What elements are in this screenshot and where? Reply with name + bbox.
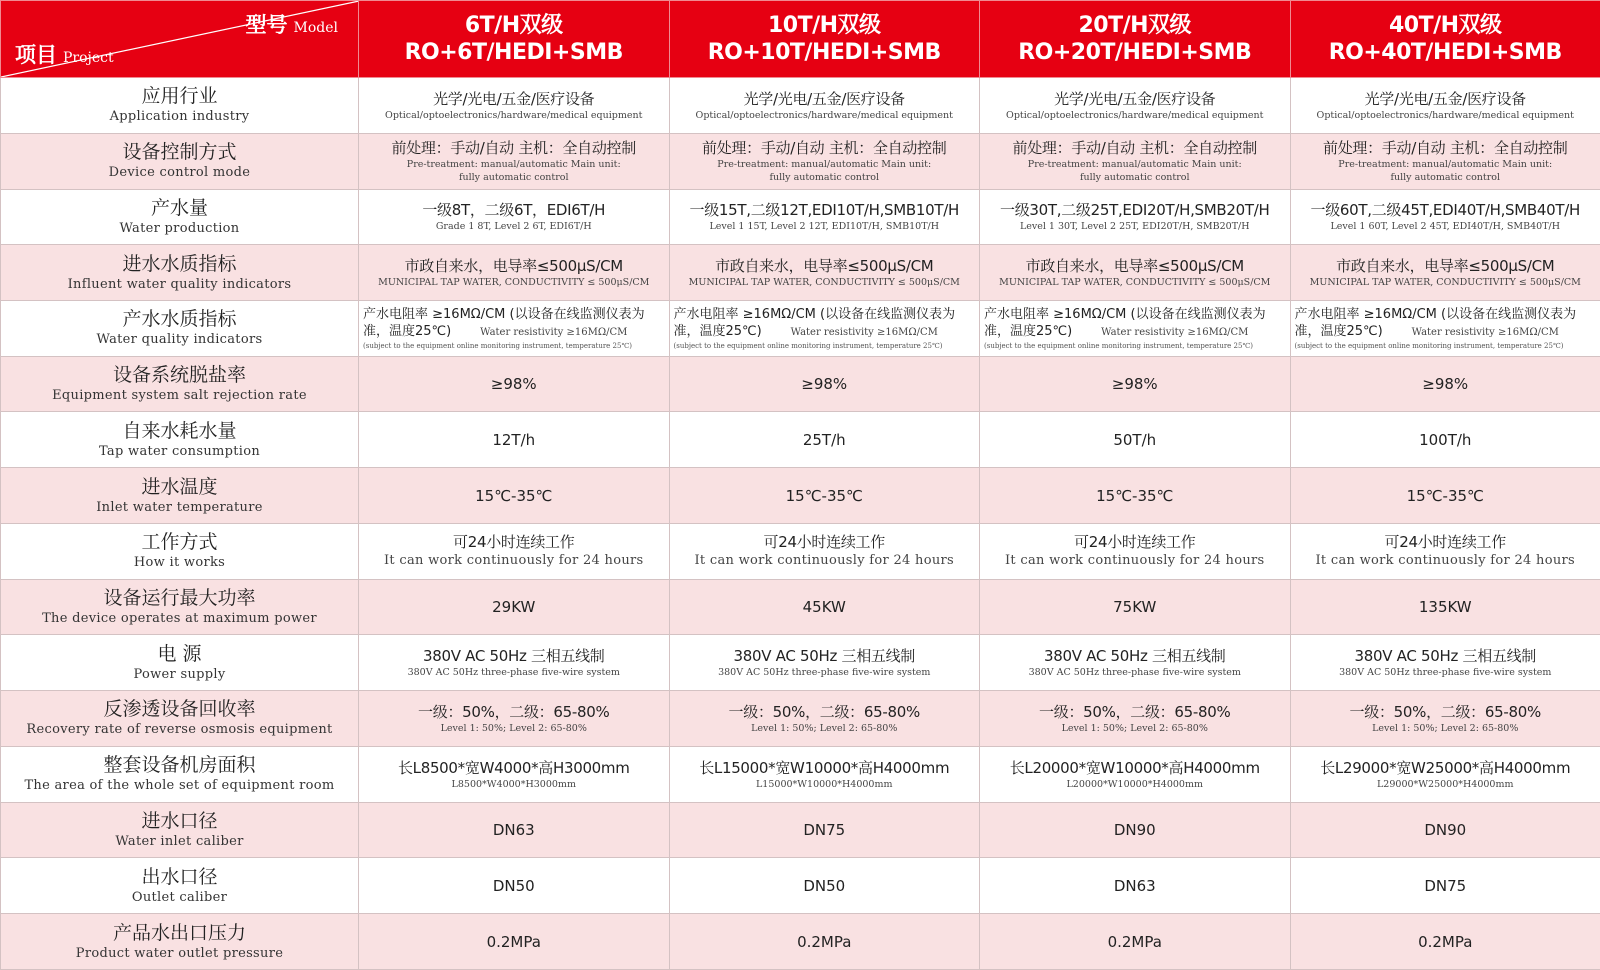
value-cell — [1290, 802, 1600, 858]
value-zh: 一级：50%，二级：65-80% — [418, 702, 610, 721]
value-zh: 一级15T,二级12T,EDI10T/H,SMB10T/H — [689, 201, 959, 220]
value-en: Optical/optoelectronics/hardware/medical equipment — [695, 109, 953, 121]
value-zh: 380V AC 50Hz 三相五线制 — [733, 647, 915, 666]
value-cell — [1290, 579, 1600, 635]
row-equipment-room-area — [1, 746, 1600, 802]
value-zh: 可24小时连续工作 — [1384, 533, 1506, 552]
model-name-line2: RO+40T/HEDI+SMB — [1328, 40, 1562, 66]
value-zh: 可24小时连续工作 — [1074, 533, 1196, 552]
row-label-en: Influent water quality indicators — [67, 276, 292, 292]
value-cell — [1290, 356, 1600, 412]
row-salt-rejection-rate — [1, 356, 1600, 412]
project-heading-zh: 项目 — [15, 43, 57, 68]
project-heading — [15, 39, 114, 69]
value-zh: 可24小时连续工作 — [453, 533, 575, 552]
model-name-line2: RO+6T/HEDI+SMB — [404, 40, 623, 66]
row-power-supply — [1, 635, 1600, 691]
value-en-line2: fully automatic control — [1390, 172, 1501, 184]
value-text: ≥98% — [1111, 375, 1158, 394]
value-zh: 一级8T，二级6T，EDI6T/H — [422, 201, 606, 220]
row-label — [1, 356, 359, 412]
row-label — [1, 914, 359, 970]
row-label — [1, 300, 359, 356]
row-label-en: The area of the whole set of equipment room — [24, 778, 335, 794]
value-en: 380V AC 50Hz three-phase five-wire system — [718, 667, 931, 679]
row-label-en: Recovery rate of reverse osmosis equipment — [26, 722, 333, 738]
value-cell — [359, 802, 670, 858]
value-text: ≥98% — [490, 375, 537, 394]
row-label-en: Application industry — [109, 109, 250, 125]
row-label-en: Tap water consumption — [98, 443, 261, 459]
value-zh: 380V AC 50Hz 三相五线制 — [422, 647, 605, 666]
value-en: 380V AC 50Hz three-phase five-wire system — [1028, 667, 1241, 679]
value-zh: 市政自来水，电导率≤500μS/CM — [404, 257, 623, 276]
value-cell — [359, 523, 670, 579]
value-zh: 市政自来水，电导率≤500μS/CM — [715, 257, 934, 276]
value-en: L8500*W4000*H3000mm — [451, 778, 576, 790]
value-cell — [359, 746, 670, 802]
row-maximum-power — [1, 579, 1600, 635]
value-en: MUNICIPAL TAP WATER, CONDUCTIVITY ≤ 500μS/CM — [1309, 277, 1581, 289]
value-cell — [669, 356, 980, 412]
value-zh: 一级60T,二级45T,EDI40T/H,SMB40T/H — [1310, 201, 1580, 220]
value-en: Level 1 60T, Level 2 45T, EDI40T/H, SMB40T/H — [1330, 221, 1561, 233]
value-cell — [1290, 858, 1600, 914]
header-row — [1, 1, 1600, 78]
row-label — [1, 635, 359, 691]
value-en: Grade 1 8T, Level 2 6T, EDI6T/H — [435, 221, 592, 233]
value-cell — [669, 802, 980, 858]
value-cell — [359, 300, 670, 356]
value-zh: 380V AC 50Hz 三相五线制 — [1043, 647, 1226, 666]
value-text: 0.2MPa — [486, 932, 541, 951]
value-text: 15℃-35℃ — [1406, 486, 1484, 505]
model-heading — [246, 9, 339, 39]
value-en: Level 1: 50%; Level 2: 65-80% — [1061, 722, 1208, 734]
quality-note: (subject to the equipment online monitoring instrument, temperature 25℃) — [1294, 341, 1564, 350]
value-text: ≥98% — [1422, 375, 1469, 394]
value-cell — [980, 133, 1291, 189]
value-cell — [1290, 133, 1600, 189]
row-label-en: How it works — [133, 555, 226, 571]
value-cell — [669, 523, 980, 579]
value-en-line2: fully automatic control — [458, 172, 569, 184]
row-inlet-water-temperature — [1, 468, 1600, 524]
row-label-zh: 整套设备机房面积 — [103, 754, 256, 777]
row-water-production — [1, 189, 1600, 245]
quality-en: Water resistivity ≥16MΩ/CM — [1101, 326, 1249, 338]
value-text: DN50 — [492, 876, 535, 895]
value-cell — [359, 189, 670, 245]
row-label — [1, 523, 359, 579]
value-cell — [669, 746, 980, 802]
value-cell — [359, 691, 670, 747]
value-text: 15℃-35℃ — [1096, 486, 1174, 505]
quality-zh-line2 — [1295, 323, 1597, 341]
row-label-zh: 产水量 — [150, 196, 208, 219]
row-label-en: Inlet water temperature — [96, 499, 263, 515]
row-label-en: Product water outlet pressure — [75, 945, 284, 961]
model-heading-en: Model — [293, 20, 338, 36]
value-cell — [980, 245, 1291, 301]
value-en: L15000*W10000*H4000mm — [756, 778, 893, 790]
value-zh: 长L20000*宽W10000*高H4000mm — [1009, 758, 1260, 777]
row-application-industry — [1, 78, 1600, 134]
value-cell — [980, 356, 1291, 412]
value-zh: 一级30T,二级25T,EDI20T/H,SMB20T/H — [1000, 201, 1270, 220]
value-cell — [359, 914, 670, 970]
value-cell — [1290, 746, 1600, 802]
row-label-zh: 进水口径 — [141, 809, 218, 832]
value-cell — [669, 468, 980, 524]
row-outlet-caliber — [1, 858, 1600, 914]
value-en-line1: Pre-treatment: manual/automatic Main unit: — [717, 159, 932, 171]
model-header-cell — [669, 1, 980, 78]
value-zh: 一级：50%，二级：65-80% — [728, 702, 920, 721]
row-label-zh: 进水温度 — [141, 475, 218, 498]
value-cell — [980, 523, 1291, 579]
value-text: 15℃-35℃ — [785, 486, 863, 505]
value-en: Optical/optoelectronics/hardware/medical equipment — [1006, 109, 1264, 121]
value-en: It can work continuously for 24 hours — [1315, 553, 1576, 569]
model-name-line2: RO+10T/HEDI+SMB — [707, 40, 941, 66]
quality-en: Water resistivity ≥16MΩ/CM — [790, 326, 938, 338]
value-zh: 前处理：手动/自动 主机：全自动控制 — [702, 139, 947, 158]
row-label — [1, 78, 359, 134]
model-header-cell — [1290, 1, 1600, 78]
value-en-line2: fully automatic control — [1079, 172, 1190, 184]
row-label — [1, 189, 359, 245]
value-cell — [980, 579, 1291, 635]
value-en: Level 1 30T, Level 2 25T, EDI20T/H, SMB20T/H — [1019, 221, 1250, 233]
value-cell — [980, 300, 1291, 356]
value-text: DN50 — [803, 876, 846, 895]
value-cell — [1290, 523, 1600, 579]
quality-zh-line1: 产水电阻率 ≥16MΩ/CM (以设备在线监测仪表为 — [363, 306, 645, 322]
row-recovery-rate — [1, 691, 1600, 747]
value-text: 25T/h — [802, 430, 846, 449]
row-label-en: Water production — [119, 220, 240, 236]
value-cell — [669, 300, 980, 356]
model-header-cell — [359, 1, 670, 78]
value-en-line1: Pre-treatment: manual/automatic Main unit: — [1027, 159, 1242, 171]
value-zh: 前处理：手动/自动 主机：全自动控制 — [1323, 139, 1568, 158]
value-cell — [980, 691, 1291, 747]
quality-note: (subject to the equipment online monitoring instrument, temperature 25℃) — [363, 341, 633, 350]
header-corner-cell — [1, 1, 359, 78]
value-text: 135KW — [1418, 598, 1472, 616]
row-label-zh: 产品水出口压力 — [112, 921, 246, 944]
value-text: 15℃-35℃ — [475, 486, 553, 505]
value-cell — [359, 468, 670, 524]
value-cell — [1290, 300, 1600, 356]
value-cell — [980, 802, 1291, 858]
value-text: DN63 — [1113, 876, 1156, 895]
value-en-line1: Pre-treatment: manual/automatic Main unit: — [1338, 159, 1553, 171]
value-cell — [1290, 78, 1600, 134]
quality-zh-line2 — [984, 323, 1286, 341]
value-cell — [359, 412, 670, 468]
quality-zh-temp: 准，温度25℃) — [363, 323, 452, 339]
value-zh: 一级：50%，二级：65-80% — [1039, 702, 1231, 721]
model-heading-zh: 型号 — [245, 13, 288, 37]
row-label — [1, 691, 359, 747]
value-en: 380V AC 50Hz three-phase five-wire system — [1339, 667, 1552, 679]
value-cell — [359, 579, 670, 635]
value-zh: 前处理：手动/自动 主机：全自动控制 — [391, 139, 636, 158]
value-cell — [359, 78, 670, 134]
value-en: L29000*W25000*H4000mm — [1377, 778, 1514, 790]
value-en: It can work continuously for 24 hours — [1004, 553, 1265, 569]
row-how-it-works — [1, 523, 1600, 579]
row-label-zh: 产水水质指标 — [122, 308, 237, 331]
value-en-line1: Pre-treatment: manual/automatic Main unit: — [406, 159, 621, 171]
value-text: 50T/h — [1113, 430, 1157, 449]
value-en: Level 1: 50%; Level 2: 65-80% — [751, 722, 898, 734]
value-text: 0.2MPa — [1418, 932, 1473, 951]
row-label-zh: 设备系统脱盐率 — [112, 364, 246, 387]
row-label — [1, 245, 359, 301]
quality-zh-temp: 准，温度25℃) — [1294, 323, 1383, 339]
value-cell — [359, 356, 670, 412]
quality-zh-line2 — [363, 323, 665, 341]
value-en: 380V AC 50Hz three-phase five-wire system — [407, 667, 620, 679]
value-zh: 380V AC 50Hz 三相五线制 — [1354, 647, 1536, 666]
value-cell — [980, 468, 1291, 524]
quality-note: (subject to the equipment online monitoring instrument, temperature 25℃) — [673, 341, 943, 350]
row-label-en: Equipment system salt rejection rate — [52, 388, 307, 404]
quality-zh-line1: 产水电阻率 ≥16MΩ/CM (以设备在线监测仪表为 — [673, 306, 956, 322]
value-cell — [669, 412, 980, 468]
value-text: 29KW — [492, 598, 536, 616]
model-name-line1: 20T/H双级 — [1078, 13, 1192, 39]
row-label-zh: 反渗透设备回收率 — [103, 698, 256, 721]
value-cell — [980, 78, 1291, 134]
model-header-cell — [980, 1, 1291, 78]
value-text: DN75 — [803, 820, 846, 839]
row-label — [1, 746, 359, 802]
value-text: ≥98% — [801, 375, 848, 394]
value-zh: 光学/光电/五金/医疗设备 — [743, 89, 905, 108]
value-cell — [359, 635, 670, 691]
value-cell — [1290, 914, 1600, 970]
value-cell — [669, 78, 980, 134]
model-name-line1: 10T/H双级 — [767, 13, 881, 39]
value-text: 100T/h — [1419, 430, 1472, 449]
value-text: DN75 — [1424, 876, 1467, 895]
value-cell — [980, 914, 1291, 970]
value-cell — [669, 189, 980, 245]
value-text: 0.2MPa — [797, 932, 852, 951]
value-cell — [359, 133, 670, 189]
value-text: 12T/h — [492, 430, 536, 449]
value-cell — [980, 858, 1291, 914]
value-cell — [359, 245, 670, 301]
value-en: L20000*W10000*H4000mm — [1066, 778, 1203, 790]
row-label — [1, 802, 359, 858]
value-en: Optical/optoelectronics/hardware/medical equipment — [385, 109, 643, 121]
value-en: Level 1 15T, Level 2 12T, EDI10T/H, SMB10T/H — [709, 221, 940, 233]
row-label-zh: 设备控制方式 — [122, 141, 237, 164]
value-cell — [669, 245, 980, 301]
row-water-inlet-caliber — [1, 802, 1600, 858]
value-en: Optical/optoelectronics/hardware/medical equipment — [1316, 109, 1574, 121]
quality-note: (subject to the equipment online monitoring instrument, temperature 25℃) — [984, 341, 1254, 350]
quality-zh-temp: 准，温度25℃) — [673, 323, 762, 339]
value-zh: 光学/光电/五金/医疗设备 — [1054, 89, 1216, 108]
quality-zh-temp: 准，温度25℃) — [984, 323, 1073, 339]
row-label-zh: 设备运行最大功率 — [103, 587, 256, 609]
row-label-zh: 电 源 — [157, 642, 202, 665]
project-heading-en: Project — [63, 50, 114, 67]
row-label-zh: 进水水质指标 — [122, 252, 237, 275]
value-text: DN63 — [492, 820, 535, 839]
row-label — [1, 133, 359, 189]
value-cell — [980, 412, 1291, 468]
row-tap-water-consumption — [1, 412, 1600, 468]
value-cell — [1290, 189, 1600, 245]
row-influent-water-quality — [1, 245, 1600, 301]
model-name-line1: 6T/H双级 — [464, 13, 563, 39]
quality-en: Water resistivity ≥16MΩ/CM — [1411, 326, 1559, 338]
quality-zh-line1: 产水电阻率 ≥16MΩ/CM (以设备在线监测仪表为 — [1294, 306, 1577, 322]
value-en: MUNICIPAL TAP WATER, CONDUCTIVITY ≤ 500μS/CM — [378, 277, 650, 289]
row-label — [1, 579, 359, 635]
value-cell — [980, 635, 1291, 691]
value-text: DN90 — [1424, 820, 1467, 839]
row-label-zh: 自来水耗水量 — [122, 419, 237, 442]
value-en: It can work continuously for 24 hours — [383, 553, 644, 569]
row-label-zh: 应用行业 — [141, 85, 218, 108]
value-cell — [359, 858, 670, 914]
row-water-quality-indicators — [1, 300, 1600, 356]
value-cell — [669, 635, 980, 691]
value-cell — [980, 189, 1291, 245]
value-zh: 光学/光电/五金/医疗设备 — [433, 89, 595, 108]
value-zh: 光学/光电/五金/医疗设备 — [1364, 89, 1526, 108]
value-cell — [1290, 412, 1600, 468]
value-zh: 市政自来水，电导率≤500μS/CM — [1025, 257, 1244, 276]
value-zh: 前处理：手动/自动 主机：全自动控制 — [1012, 139, 1257, 158]
value-en: It can work continuously for 24 hours — [694, 553, 955, 569]
row-label-zh: 工作方式 — [141, 531, 218, 554]
value-cell — [669, 914, 980, 970]
row-label — [1, 468, 359, 524]
model-name-line1: 40T/H双级 — [1388, 13, 1502, 39]
value-en: MUNICIPAL TAP WATER, CONDUCTIVITY ≤ 500μS/CM — [999, 277, 1271, 289]
value-text: 45KW — [802, 598, 846, 616]
value-cell — [669, 858, 980, 914]
value-cell — [1290, 691, 1600, 747]
row-label-en: Water inlet caliber — [115, 833, 244, 849]
value-text: DN90 — [1113, 820, 1156, 839]
row-label-en: The device operates at maximum power — [42, 611, 317, 626]
value-zh: 可24小时连续工作 — [763, 533, 885, 552]
row-device-control-mode — [1, 133, 1600, 189]
value-text: 75KW — [1113, 598, 1157, 616]
value-zh: 长L8500*宽W4000*高H3000mm — [397, 758, 630, 777]
row-label — [1, 858, 359, 914]
value-text: 0.2MPa — [1107, 932, 1162, 951]
row-label — [1, 412, 359, 468]
value-cell — [980, 746, 1291, 802]
value-en: MUNICIPAL TAP WATER, CONDUCTIVITY ≤ 500μS/CM — [688, 277, 960, 289]
value-zh: 长L15000*宽W10000*高H4000mm — [699, 758, 950, 777]
value-cell — [669, 691, 980, 747]
row-label-en: Outlet caliber — [131, 889, 228, 905]
row-outlet-pressure — [1, 914, 1600, 970]
value-en: Level 1: 50%; Level 2: 65-80% — [440, 722, 587, 734]
value-cell — [669, 579, 980, 635]
value-cell — [1290, 245, 1600, 301]
value-zh: 市政自来水，电导率≤500μS/CM — [1336, 257, 1555, 276]
row-label-en: Power supply — [133, 666, 226, 682]
value-cell — [669, 133, 980, 189]
value-cell — [1290, 468, 1600, 524]
value-en: Level 1: 50%; Level 2: 65-80% — [1372, 722, 1519, 734]
row-label-en: Device control mode — [108, 165, 251, 181]
value-zh: 长L29000*宽W25000*高H4000mm — [1320, 758, 1571, 777]
model-name-line2: RO+20T/HEDI+SMB — [1018, 40, 1252, 66]
value-zh: 一级：50%，二级：65-80% — [1349, 702, 1541, 721]
quality-zh-line1: 产水电阻率 ≥16MΩ/CM (以设备在线监测仪表为 — [984, 306, 1266, 322]
value-cell — [1290, 635, 1600, 691]
value-en-line2: fully automatic control — [769, 172, 880, 184]
quality-zh-line2 — [674, 323, 976, 341]
quality-en: Water resistivity ≥16MΩ/CM — [480, 326, 628, 338]
row-label-en: Water quality indicators — [96, 332, 263, 348]
row-label-zh: 出水口径 — [141, 865, 218, 888]
